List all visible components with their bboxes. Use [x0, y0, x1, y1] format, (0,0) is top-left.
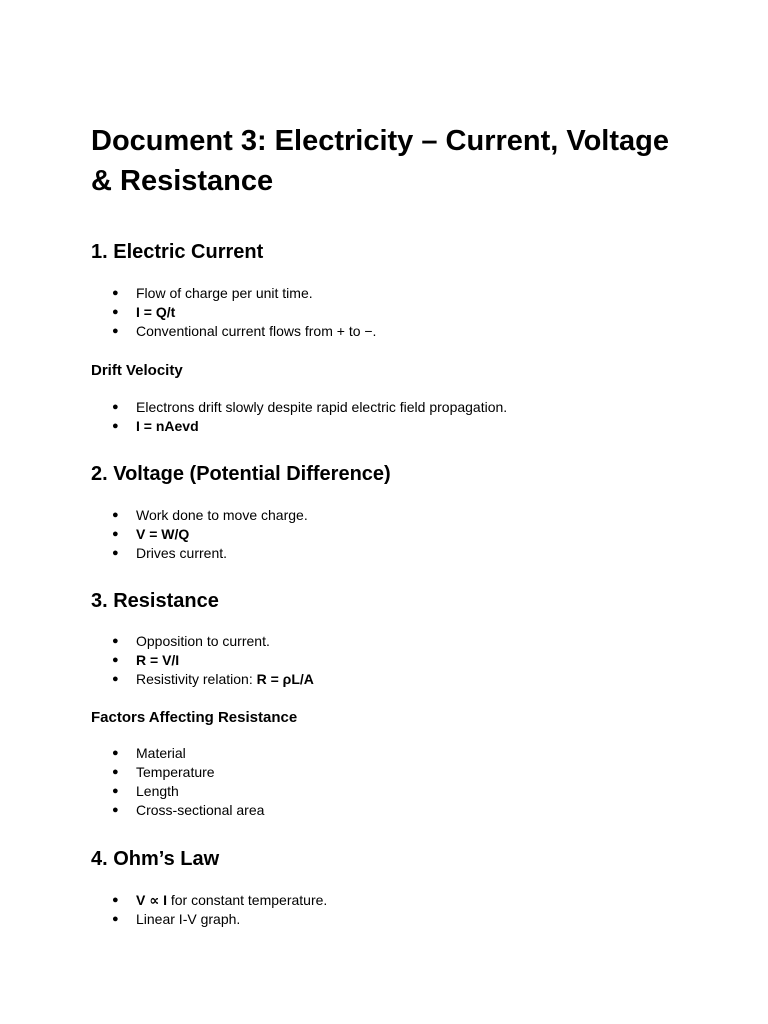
list-item: ● Material	[112, 745, 186, 761]
list-item: ● Work done to move charge.	[112, 507, 308, 523]
drift-velocity-list	[91, 398, 691, 436]
list-item	[91, 651, 691, 670]
resistance-list	[91, 632, 691, 689]
formula: V ∝ I	[136, 892, 167, 908]
bullet-icon: ●	[112, 894, 119, 906]
document-title: Document 3: Electricity – Current, Voltage & Resistance	[91, 125, 669, 197]
bullet-icon: ●	[112, 785, 119, 797]
bullet-icon: ●	[112, 654, 119, 666]
formula: I = Q/t	[136, 304, 176, 320]
bullet-icon: ●	[112, 673, 119, 685]
list-item: ● Electrons drift slowly despite rapid electric field propagation.	[112, 399, 508, 415]
list-item	[91, 417, 691, 436]
document-page	[91, 121, 691, 929]
bullet-icon: ●	[112, 913, 119, 925]
bullet-icon: ●	[112, 420, 119, 432]
list-item: ● Opposition to current.	[112, 633, 270, 649]
formula: V = W/Q	[136, 526, 190, 542]
formula: R = V/I	[136, 652, 180, 668]
list-item: ● Resistivity relation: R = ρL/A	[112, 671, 314, 687]
voltage-list	[91, 506, 691, 563]
formula: I = nAevd	[136, 418, 199, 434]
factors-list	[91, 744, 691, 820]
list-item: ● Flow of charge per unit time.	[112, 285, 313, 301]
list-item: ● Temperature	[112, 764, 215, 780]
bullet-icon: ●	[112, 401, 119, 413]
section-heading-ohms-law: 4. Ohm’s Law	[91, 848, 220, 870]
bullet-icon: ●	[112, 804, 119, 816]
bullet-icon: ●	[112, 766, 119, 778]
subsection-heading-factors: Factors Affecting Resistance	[91, 709, 298, 726]
bullet-icon: ●	[112, 747, 119, 759]
list-item: ● V ∝ I for constant temperature.	[112, 892, 328, 908]
list-item: ● Drives current.	[112, 545, 228, 561]
bullet-icon: ●	[112, 287, 119, 299]
list-item: ● Linear I-V graph.	[112, 911, 241, 927]
electric-current-list	[91, 284, 691, 341]
section-heading-resistance: 3. Resistance	[91, 590, 219, 612]
bullet-icon: ●	[112, 325, 119, 337]
bullet-icon: ●	[112, 547, 119, 559]
list-item: ● Cross-sectional area	[112, 802, 265, 818]
section-heading-electric-current: 1. Electric Current	[91, 241, 264, 263]
formula: R = ρL/A	[256, 671, 314, 687]
bullet-icon: ●	[112, 635, 119, 647]
subsection-heading-drift-velocity: Drift Velocity	[91, 362, 183, 379]
bullet-icon: ●	[112, 509, 119, 521]
bullet-icon: ●	[112, 306, 119, 318]
list-item: ● Length	[112, 783, 179, 799]
list-item	[91, 525, 691, 544]
section-heading-voltage: 2. Voltage (Potential Difference)	[91, 463, 391, 485]
bullet-icon: ●	[112, 528, 119, 540]
list-item: ● Conventional current flows from + to −.	[112, 323, 377, 339]
list-item	[91, 303, 691, 322]
ohms-law-list	[91, 891, 691, 929]
